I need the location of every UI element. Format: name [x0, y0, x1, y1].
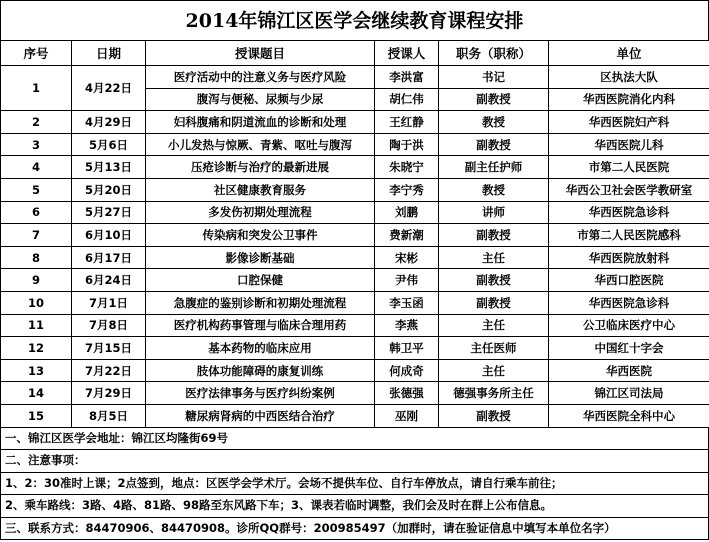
cell-title: 教授 [439, 178, 549, 201]
cell-date: 7月1日 [72, 291, 146, 314]
cell-lecturer: 王红静 [375, 111, 439, 134]
header-unit: 单位 [549, 41, 709, 66]
cell-title: 主任医师 [439, 337, 549, 360]
cell-unit: 华西医院 [549, 359, 709, 382]
cell-topic: 肢体功能障碍的康复训练 [146, 359, 375, 382]
cell-no: 12 [1, 337, 72, 360]
cell-unit: 华西医院儿科 [549, 133, 709, 156]
table-body [1, 66, 709, 428]
cell-title: 书记 [439, 66, 549, 89]
cell-lecturer: 张德强 [375, 382, 439, 405]
cell-date: 5月6日 [72, 133, 146, 156]
cell-date: 7月22日 [72, 359, 146, 382]
cell-title: 讲师 [439, 201, 549, 224]
cell-no: 4 [1, 156, 72, 179]
cell-topic: 压疮诊断与治疗的最新进展 [146, 156, 375, 179]
table-header-row [1, 41, 709, 66]
cell-title: 副教授 [439, 269, 549, 292]
schedule-table [0, 40, 709, 428]
cell-date: 5月13日 [72, 156, 146, 179]
table-row [1, 178, 709, 201]
cell-date: 7月15日 [72, 337, 146, 360]
cell-title: 主任 [439, 314, 549, 337]
cell-lecturer: 李宁秀 [375, 178, 439, 201]
cell-lecturer: 朱晓宁 [375, 156, 439, 179]
cell-no: 9 [1, 269, 72, 292]
cell-no: 14 [1, 382, 72, 405]
cell-unit: 市第二人民医院 [549, 156, 709, 179]
table-row [1, 314, 709, 337]
cell-title: 副教授 [439, 224, 549, 247]
cell-lecturer: 费新潮 [375, 224, 439, 247]
header-date: 日期 [72, 41, 146, 66]
cell-lecturer: 尹伟 [375, 269, 439, 292]
table-row [1, 111, 709, 134]
cell-topic: 社区健康教育服务 [146, 178, 375, 201]
table-row [1, 404, 709, 427]
note-item-1: 1、2：30准时上课；2点签到，地点：区医学会学术厅。会场不提供车位、自行车停放点，请自行乘车前往； [1, 472, 708, 495]
note-address: 一、锦江区医学会地址：锦江区均隆街69号 [5, 430, 229, 445]
cell-title: 副教授 [439, 133, 549, 156]
table-row [1, 66, 709, 89]
cell-date: 6月10日 [72, 224, 146, 247]
cell-title: 副主任护师 [439, 156, 549, 179]
note-contact: 三、联系方式：84470906、84470908。诊所QQ群号：200985497（加群时，请在验证信息中填写本单位名字） [1, 517, 708, 540]
table-row [1, 337, 709, 360]
cell-unit: 华西医院急诊科 [549, 201, 709, 224]
cell-date: 8月5日 [72, 404, 146, 427]
cell-unit: 公卫临床医疗中心 [549, 314, 709, 337]
cell-date: 5月20日 [72, 178, 146, 201]
cell-lecturer: 胡仁伟 [375, 88, 439, 111]
cell-lecturer: 李玉函 [375, 291, 439, 314]
cell-unit: 锦江区司法局 [549, 382, 709, 405]
cell-no: 11 [1, 314, 72, 337]
cell-title: 副教授 [439, 404, 549, 427]
header-no: 序号 [1, 41, 72, 66]
cell-unit: 华西医院妇产科 [549, 111, 709, 134]
table-row [1, 224, 709, 247]
table-row [1, 291, 709, 314]
header-topic: 授课题目 [146, 41, 375, 66]
table-row [1, 156, 709, 179]
cell-no: 13 [1, 359, 72, 382]
cell-title: 主任 [439, 359, 549, 382]
cell-date: 7月8日 [72, 314, 146, 337]
cell-unit: 华西医院消化内科 [549, 88, 709, 111]
cell-no: 1 [1, 66, 72, 111]
header-title: 职务（职称） [439, 41, 549, 66]
cell-no: 2 [1, 111, 72, 134]
cell-unit: 中国红十字会 [549, 337, 709, 360]
cell-lecturer: 何成奇 [375, 359, 439, 382]
table-row [1, 359, 709, 382]
table-row [1, 201, 709, 224]
cell-no: 6 [1, 201, 72, 224]
cell-unit: 华西口腔医院 [549, 269, 709, 292]
cell-topic: 医疗法律事务与医疗纠纷案例 [146, 382, 375, 405]
cell-topic: 急腹症的鉴别诊断和初期处理流程 [146, 291, 375, 314]
cell-no: 5 [1, 178, 72, 201]
cell-topic: 医疗活动中的注意义务与医疗风险 [146, 66, 375, 89]
cell-topic: 妇科腹痛和阴道流血的诊断和处理 [146, 111, 375, 134]
cell-lecturer: 韩卫平 [375, 337, 439, 360]
cell-date: 4月22日 [72, 66, 146, 111]
cell-lecturer: 李燕 [375, 314, 439, 337]
cell-topic: 影像诊断基础 [146, 246, 375, 269]
cell-topic: 基本药物的临床应用 [146, 337, 375, 360]
cell-unit: 区执法大队 [549, 66, 709, 89]
cell-no: 7 [1, 224, 72, 247]
cell-unit: 华西医院急诊科 [549, 291, 709, 314]
cell-title: 德强事务所主任 [439, 382, 549, 405]
cell-title: 副教授 [439, 88, 549, 111]
cell-date: 6月17日 [72, 246, 146, 269]
cell-date: 4月29日 [72, 111, 146, 134]
cell-no: 10 [1, 291, 72, 314]
note-item-2: 2、乘车路线：3路、4路、81路、98路至东风路下车；3、课表若临时调整，我们会及时在群上公布信息。 [1, 494, 708, 517]
table-row [1, 133, 709, 156]
cell-lecturer: 宋彬 [375, 246, 439, 269]
cell-title: 主任 [439, 246, 549, 269]
cell-topic: 医疗机构药事管理与临床合理用药 [146, 314, 375, 337]
cell-date: 6月24日 [72, 269, 146, 292]
header-lecturer: 授课人 [375, 41, 439, 66]
cell-unit: 华西医院放射科 [549, 246, 709, 269]
cell-no: 3 [1, 133, 72, 156]
cell-lecturer: 陶于洪 [375, 133, 439, 156]
cell-lecturer: 刘鹏 [375, 201, 439, 224]
table-row [1, 269, 709, 292]
notes-section [0, 428, 709, 541]
table-row [1, 382, 709, 405]
cell-lecturer: 巫刚 [375, 404, 439, 427]
cell-no: 15 [1, 404, 72, 427]
cell-lecturer: 李洪富 [375, 66, 439, 89]
cell-unit: 华西公卫社会医学教研室 [549, 178, 709, 201]
table-row [1, 246, 709, 269]
cell-title: 副教授 [439, 291, 549, 314]
cell-topic: 传染病和突发公卫事件 [146, 224, 375, 247]
cell-topic: 小儿发热与惊厥、青紫、呕吐与腹泻 [146, 133, 375, 156]
cell-date: 7月29日 [72, 382, 146, 405]
note-heading: 二、注意事项： [1, 449, 708, 472]
cell-date: 5月27日 [72, 201, 146, 224]
cell-topic: 腹泻与便秘、尿频与少尿 [146, 88, 375, 111]
cell-topic: 糖尿病肾病的中西医结合治疗 [146, 404, 375, 427]
cell-topic: 口腔保健 [146, 269, 375, 292]
cell-no: 8 [1, 246, 72, 269]
cell-unit: 华西医院全科中心 [549, 404, 709, 427]
cell-title: 教授 [439, 111, 549, 134]
page-title: 2014年锦江区医学会继续教育课程安排 [0, 0, 709, 40]
cell-topic: 多发伤初期处理流程 [146, 201, 375, 224]
cell-unit: 市第二人民医院感科 [549, 224, 709, 247]
